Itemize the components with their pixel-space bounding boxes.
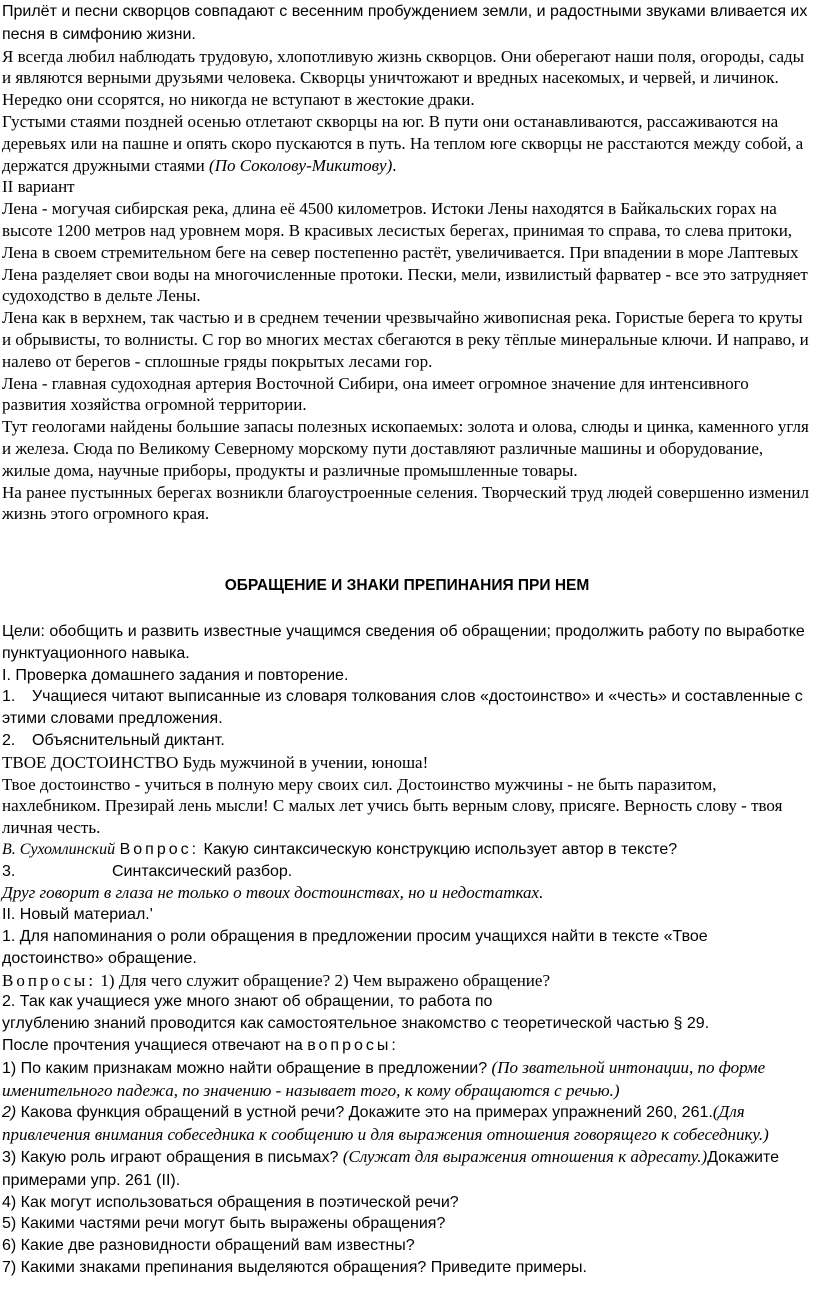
after-reading: После прочтения учащиеся отвечают на вопросы: xyxy=(2,1037,399,1055)
list-item-3: 3. Синтаксический разбор. xyxy=(2,862,293,880)
question-4: 4) Как могут использоваться обращения в поэтической речи? xyxy=(2,1193,459,1211)
questions-line: Вопросы: 1) Для чего служит обращение? 2) Чем выражено обращение? xyxy=(2,970,550,990)
paragraph-lena-4: Тут геологами найдены большие запасы полезных ископаемых: золота и олова, слюды и цинка, каменного угля и железа. Сюда по Великому Северному морскому пути доставляют различные машины и оборудование, жилые дома, научные приборы, продукты и различные промышленные товары. xyxy=(2,417,809,480)
new-material-2-line2: углублению знаний проводится как самостоятельное знакомство с теоретической частью § 29. xyxy=(2,1015,710,1033)
document-page xyxy=(2,0,812,1279)
dictation-question xyxy=(2,839,812,861)
lesson-goals: Цели: обобщить и развить известные учащимся сведения об обращении; продолжить работу по выработке пунктуационного навыка. xyxy=(2,622,805,662)
answer-1: (По звательной интонации, по форме именительного падежа, по значению - называет того, к кому обращаются с речью.) xyxy=(2,1057,766,1100)
question-label: Вопрос: xyxy=(119,840,200,858)
paragraph-lena-3: Лена - главная судоходная артерия Восточной Сибири, она имеет огромное значение для интенсивного развития хозяйства огромной территории. xyxy=(2,373,749,415)
paragraph-starlings-work: Я всегда любил наблюдать трудовую, хлопотливую жизнь скворцов. Они оберегают наши поля, огороды, сады и являются верными друзьями человека. Скворцы уничтожают и вредных насекомых, и червей, и личинок. Нередко они ссорятся, но никогда не вступают в жестокие драки. xyxy=(2,46,805,110)
dictation-heading: ТВОЕ ДОСТОИНСТВО Будь мужчиной в учении, юноша! xyxy=(2,752,429,772)
lesson-title: ОБРАЩЕНИЕ И ЗНАКИ ПРЕПИНАНИЯ ПРИ НЕМ xyxy=(224,577,590,595)
variant-label: II вариант xyxy=(2,177,75,197)
paragraph-lena-1: Лена - могучая сибирская река, длина её 4500 километров. Истоки Лены находятся в Байкальских горах на высоте 1200 метров над уровнем моря. В красивых лесистых берегах, принимая то справа, то слева притоки, Лена в своем стремительном беге на север постепенно растёт, увеличивается. При впадении в море Лаптевых Лена разделяет свои воды на многочисленные протоки. Пески, мели, извилистый фарватер - все это затрудняет судоходство в дельте Лены. xyxy=(2,199,808,306)
example-sentence: Друг говорит в глаза не только о твоих достоинствах, но и недостатках. xyxy=(2,883,544,903)
paragraph-lena-5: На ранее пустынных берегах возникли благоустроенные селения. Творческий труд людей совершенно изменил жизнь этого огромного края. xyxy=(2,482,810,524)
question-5: 5) Какими частями речи могут быть выражены обращения? xyxy=(2,1215,446,1233)
question-2: 2) Какова функция обращений в устной речи? Докажите это на примерах упражнений 260, 261.(Для привлечения внимания собеседника к сообщению и для выражения отношения говорящего к собеседнику.) xyxy=(2,1102,769,1145)
text-starlings-arrival: Прилёт и песни скворцов совпадают с весенним пробуждением земли, и радостными звуками вливается их песня в симфонию жизни. xyxy=(2,3,808,43)
paragraph-starlings-intro xyxy=(2,0,812,46)
new-material-1: 1. Для напоминания о роли обращения в предложении просим учащихся найти в тексте «Твое достоинство» обращение. xyxy=(2,928,708,967)
dictation-body: Твое достоинство - учиться в полную меру своих сил. Достоинство мужчины - не быть паразитом, нахлебником. Презирай лень мысли! С малых лет учись быть верным слову, присяге. Верность слову - твоя личная честь. xyxy=(2,774,783,838)
author-credit: (По Соколову-Микитову) xyxy=(209,155,393,175)
question-7: 7) Какими знаками препинания выделяются обращения? Приведите примеры. xyxy=(2,1259,587,1277)
answer-2: (Для привлечения внимания собеседника к сообщению и для выражения отношения говорящего к собеседнику.) xyxy=(2,1102,769,1145)
section-2-heading: II. Новый материал.' xyxy=(2,906,153,924)
paragraph-lena-2: Лена как в верхнем, так частью и в среднем течении чрезвычайно живописная река. Гористые берега то круты и обрывисты, то волнисты. С гор во многих местах сбегаются в реку тёплые минеральные ключи. И направо, и налево от берегов - сплошные гряды покрытых лесами гор. xyxy=(2,308,809,371)
list-item-2: 2. Объяснительный диктант. xyxy=(2,731,225,749)
question-1: 1) По каким признакам можно найти обращение в предложении? (По звательной интонации, по форме именительного падежа, по значению - называет того, к кому обращаются с речью.) xyxy=(2,1057,766,1100)
list-item-1: 1. Учащиеся читают выписанные из словаря толкования слов «достоинство» и «честь» и составленные с этими словами предложения. xyxy=(2,688,803,728)
question-6: 6) Какие две разновидности обращений вам известны? xyxy=(2,1237,415,1255)
answer-3: (Служат для выражения отношения к адресату.) xyxy=(342,1147,708,1167)
questions-label: Вопросы: xyxy=(2,970,97,990)
question-text: Какую синтаксическую конструкцию использует автор в тексте? xyxy=(203,840,678,858)
section-1-heading: I. Проверка домашнего задания и повторение. xyxy=(2,666,349,684)
paragraph-starlings-autumn: Густыми стаями поздней осенью отлетают скворцы на юг. В пути они останавливаются, рассаживаются на деревьях или на пашне и опять скоро пускаются в путь. На теплом юге скворцы не расстаются между собой, а держатся дружными стаями (По Соколову-Микитову). xyxy=(2,111,804,175)
new-material-2-line1: 2. Так как учащиеся уже много знают об обращении, то работа по xyxy=(2,993,493,1011)
text-starlings-autumn: Густыми стаями поздней осенью отлетают скворцы на юг. В пути они останавливаются, рассаживаются на деревьях или на пашне и опять скоро пускаются в путь. На теплом юге скворцы не расстаются между собой, а держатся дружными стаями xyxy=(2,111,804,175)
question-3: 3) Какую роль играют обращения в письмах? (Служат для выражения отношения к адресату.)Докажите примерами упр. 261 (II). xyxy=(2,1147,780,1189)
dictation-author: В. Сухомлинский xyxy=(2,840,116,858)
